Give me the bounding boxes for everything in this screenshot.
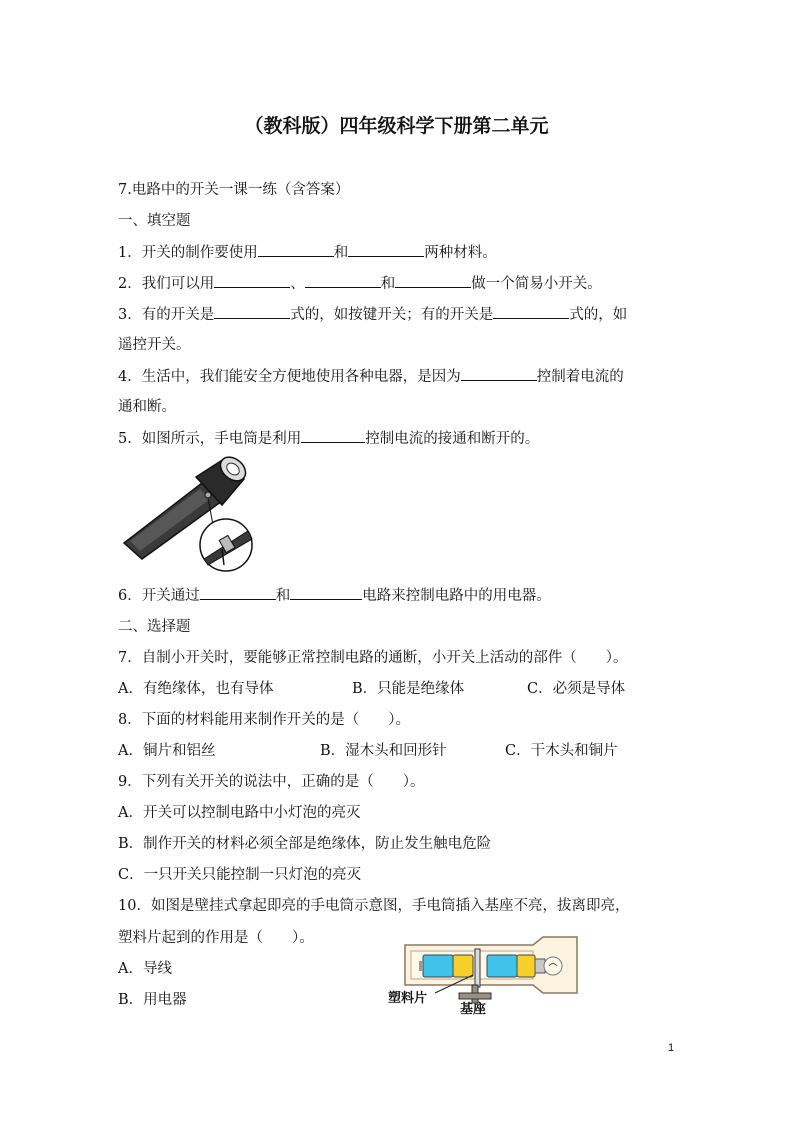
question-1 [118,242,497,263]
q5-text-a: 5．如图所示，手电筒是利用 [118,431,302,447]
question-5 [118,428,539,449]
q1-text-b: 和 [333,245,349,261]
question-4-continued: 通和断。 [118,399,176,415]
q4-text-a: 4．生活中，我们能安全方便地使用各种电器，是因为 [118,369,461,385]
q8-option-a[interactable]: A．铜片和铝丝 [118,743,216,759]
q10-option-a[interactable]: A．导线 [118,961,172,977]
question-7: 7．自制小开关时，要能够正常控制电路的通断，小开关上活动的部件（ ）。 [118,650,628,666]
q1-text-c: 两种材料。 [424,245,497,261]
page-title: （教科版）四年级科学下册第二单元 [244,115,549,137]
q3-text-c: 式的，如 [569,307,628,323]
q9-option-a[interactable]: A．开关可以控制电路中小灯泡的亮灭 [118,805,361,821]
answer-blank[interactable] [301,428,365,443]
answer-blank[interactable] [200,585,276,600]
answer-blank[interactable] [493,304,569,319]
question-10: 10．如图是壁挂式拿起即亮的手电筒示意图，手电筒插入基座不亮，拔离即亮， [118,898,630,914]
answer-blank[interactable] [214,273,290,288]
question-3-continued: 遥控开关。 [118,337,191,353]
q5-text-b: 控制电流的接通和断开的。 [365,431,540,447]
q1-text-a: 1．开关的制作要使用 [118,245,258,261]
question-8: 8．下面的材料能用来制作开关的是（ ）。 [118,712,410,728]
question-9: 9．下列有关开关的说法中，正确的是（ ）。 [118,774,425,790]
section-heading-choice: 二、选择题 [118,619,191,635]
answer-blank[interactable] [395,273,471,288]
answer-blank[interactable] [305,273,381,288]
bulb [535,957,562,975]
question-10-continued: 塑料片起到的作用是（ ）。 [118,930,314,946]
question-3 [118,304,627,325]
answer-blank[interactable] [461,366,537,381]
answer-blank[interactable] [214,304,290,319]
switch-closeup [200,519,252,571]
q2-text-a: 2．我们可以用 [118,276,215,292]
q3-text-b: 式的，如按键开关；有的开关是 [290,307,494,323]
q8-option-c[interactable]: C．干木头和铜片 [505,743,618,759]
q7-option-c[interactable]: C．必须是导体 [527,681,626,697]
label-base: 基座 [460,1002,487,1017]
q2-text-b: 、 [290,276,305,292]
flashlight-figure [118,455,258,573]
q10-option-b[interactable]: B．用电器 [118,992,187,1008]
section-heading-fill-blank: 一、填空题 [118,213,191,229]
q9-option-b[interactable]: B．制作开关的材料必须全部是绝缘体，防止发生触电危险 [118,836,492,852]
q2-text-c: 和 [380,276,396,292]
answer-blank[interactable] [348,242,424,257]
subtitle: 7.电路中的开关一课一练（含答案） [118,182,350,198]
answer-blank[interactable] [290,585,362,600]
answer-blank[interactable] [258,242,334,257]
question-6 [118,585,551,606]
question-2 [118,273,602,294]
label-plastic-sheet: 塑料片 [388,991,428,1006]
question-4 [118,366,624,387]
q7-option-b[interactable]: B．只能是绝缘体 [352,681,465,697]
q8-option-b[interactable]: B．湿木头和回形针 [320,743,447,759]
q6-text-c: 电路来控制电路中的用电器。 [362,588,551,604]
q9-option-c[interactable]: C．一只开关只能控制一只灯泡的亮灭 [118,867,362,883]
q7-option-a[interactable]: A．有绝缘体，也有导体 [118,681,274,697]
q6-text-a: 6．开关通过 [118,588,200,604]
q2-text-d: 做一个简易小开关。 [471,276,602,292]
q4-text-b: 控制着电流的 [536,369,624,385]
q6-text-b: 和 [275,588,291,604]
page-number: 1 [668,1042,675,1054]
q3-text-a: 3．有的开关是 [118,307,215,323]
